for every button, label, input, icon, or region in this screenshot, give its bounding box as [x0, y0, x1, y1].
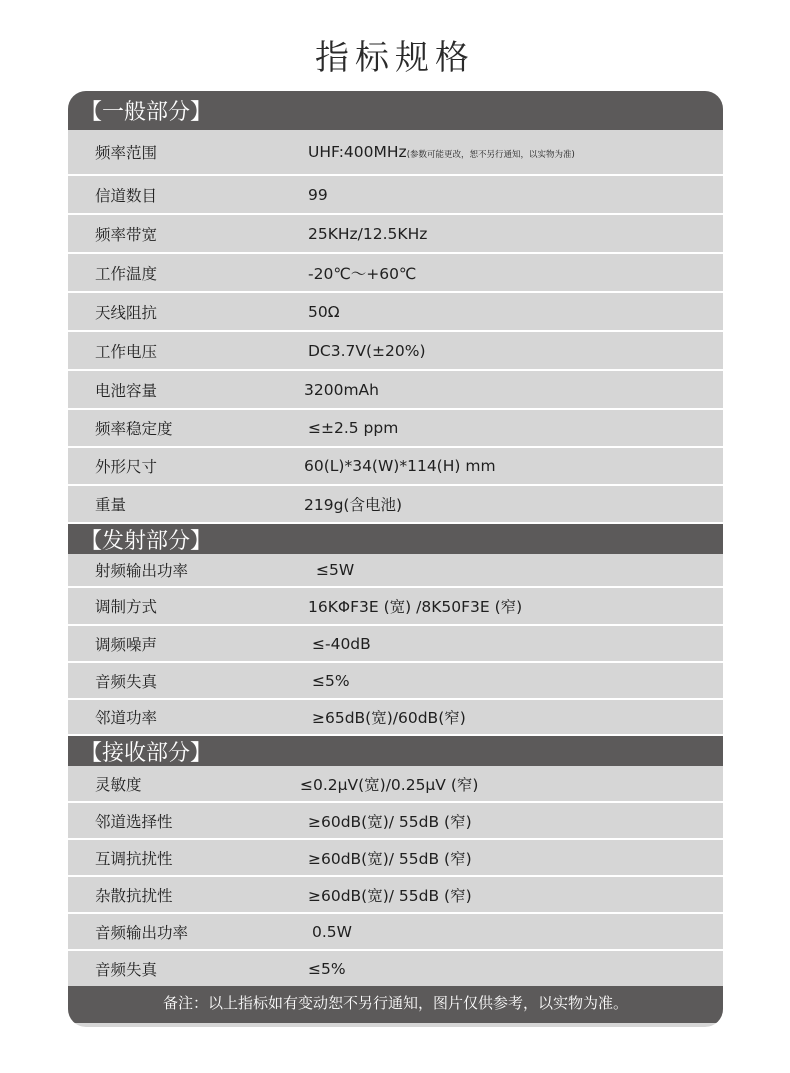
page-title: 指标规格 [315, 38, 475, 78]
spec-value [278, 342, 723, 360]
spec-value-text: 3200mAh [304, 380, 379, 399]
spec-value-text: ≤5W [316, 561, 355, 579]
spec-value [278, 381, 723, 399]
spec-value-text: ≤5% [308, 959, 346, 978]
spec-label: 音频输出功率 [95, 923, 189, 942]
spec-row [68, 554, 723, 588]
spec-label: 邻道选择性 [95, 812, 173, 831]
spec-value-text: 0.5W [312, 922, 352, 941]
spec-value-text: 99 [308, 185, 328, 204]
spec-label: 频率带宽 [95, 225, 158, 244]
spec-value [278, 561, 723, 579]
spec-label: 信道数目 [95, 186, 158, 205]
spec-row [68, 410, 723, 448]
spec-row [68, 588, 723, 626]
spec-label: 灵敏度 [95, 775, 142, 794]
spec-row [68, 371, 723, 410]
spec-row [68, 176, 723, 215]
spec-row [68, 766, 723, 803]
spec-value [278, 884, 723, 906]
spec-row [68, 215, 723, 254]
spec-value-text: UHF:400MHz [308, 143, 407, 161]
spec-value [278, 773, 723, 795]
spec-label: 重量 [95, 496, 127, 514]
section-header: 【接收部分】 [68, 736, 723, 766]
spec-value-text: 25KHz/12.5KHz [308, 224, 428, 243]
spec-table [68, 91, 723, 1027]
spec-row [68, 700, 723, 736]
spec-value [278, 303, 723, 321]
spec-value-text: DC3.7V(±20%) [308, 341, 426, 360]
spec-row [68, 914, 723, 951]
spec-value-text: ≥60dB(宽)/ 55dB (窄) [308, 812, 472, 831]
spec-row [68, 130, 723, 176]
spec-row [68, 448, 723, 486]
footer-note: 备注：以上指标如有变动恕不另行通知，图片仅供参考，以实物为准。 [68, 986, 723, 1023]
spec-value-note: (参数可能更改，恕不另行通知，以实物为准) [406, 150, 575, 160]
spec-row [68, 332, 723, 371]
spec-value [278, 810, 723, 832]
spec-value [278, 262, 723, 284]
spec-label: 邻道功率 [95, 709, 158, 727]
spec-value-text: ≤±2.5 ppm [308, 419, 399, 437]
spec-row [68, 877, 723, 914]
spec-value-text: ≥65dB(宽)/60dB(窄) [312, 709, 466, 727]
spec-value [278, 672, 723, 690]
spec-row [68, 840, 723, 877]
spec-label: 调制方式 [95, 598, 158, 616]
spec-label: 互调抗扰性 [95, 849, 173, 868]
spec-value [278, 635, 723, 653]
spec-row [68, 951, 723, 986]
spec-label: 射频输出功率 [95, 562, 189, 580]
spec-label: 工作电压 [95, 342, 158, 361]
spec-label: 频率稳定度 [95, 420, 173, 438]
spec-value-text: 50Ω [308, 302, 340, 321]
spec-value [278, 225, 723, 243]
spec-row [68, 254, 723, 293]
spec-label: 频率范围 [95, 144, 158, 162]
spec-value-text: ≤0.2μV(宽)/0.25μV (窄) [300, 775, 479, 794]
spec-row [68, 626, 723, 663]
spec-value [278, 457, 723, 475]
spec-value-text: 60(L)*34(W)*114(H) mm [304, 457, 496, 475]
spec-value-text: ≥60dB(宽)/ 55dB (窄) [308, 886, 472, 905]
spec-value-text: -20℃～+60℃ [308, 264, 417, 283]
spec-label: 外形尺寸 [95, 458, 158, 476]
spec-row [68, 293, 723, 332]
spec-value [278, 143, 723, 161]
spec-value [278, 706, 723, 728]
spec-value [278, 847, 723, 869]
spec-label: 音频失真 [95, 672, 158, 691]
spec-value-text: ≤-40dB [312, 634, 371, 653]
section-header: 【一般部分】 [68, 91, 723, 130]
section-header: 【发射部分】 [68, 524, 723, 554]
spec-value [278, 493, 723, 515]
spec-label: 音频失真 [95, 960, 158, 979]
spec-label: 杂散抗扰性 [95, 886, 173, 905]
spec-value-text: ≤5% [312, 671, 350, 690]
spec-label: 工作温度 [95, 264, 158, 283]
spec-value [278, 923, 723, 941]
spec-label: 调频噪声 [95, 635, 158, 654]
spec-row [68, 663, 723, 700]
spec-label: 天线阻抗 [95, 303, 158, 322]
spec-row [68, 486, 723, 524]
spec-label: 电池容量 [95, 381, 158, 400]
spec-value [278, 186, 723, 204]
spec-value [278, 960, 723, 978]
spec-value [278, 419, 723, 437]
spec-sections [68, 91, 723, 986]
spec-value-text: ≥60dB(宽)/ 55dB (窄) [308, 849, 472, 868]
spec-row [68, 803, 723, 840]
spec-value-text: 16KΦF3E (宽) /8K50F3E (窄) [308, 598, 523, 616]
spec-value-text: 219g(含电池) [304, 496, 403, 514]
spec-value [278, 595, 723, 617]
